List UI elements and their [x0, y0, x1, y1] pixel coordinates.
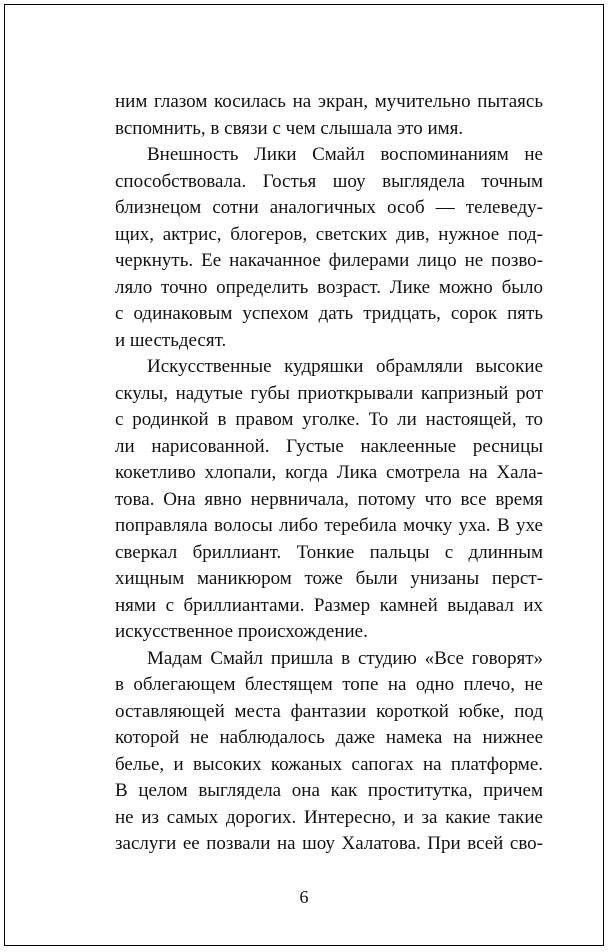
text-line: искусственное происхождение. — [115, 621, 368, 642]
text-line: хищным маникюром тоже были унизаны перст- — [115, 568, 543, 589]
text-line: не из самых дорогих. Интересно, и за какие такие — [115, 806, 543, 828]
text-line: ли нарисованной. Густые наклеенные ресницы — [115, 435, 543, 457]
book-page — [4, 4, 604, 946]
text-line: оставляющей места фантазии короткой юбке, под — [115, 700, 543, 722]
text-line: ляло точно определить возраст. Лике можно было — [115, 276, 543, 298]
body-text — [115, 89, 543, 858]
text-line: черкнуть. Ее накачанное филерами лицо не позво- — [115, 250, 543, 271]
text-line: с одинаковым успехом дать тридцать, сорок пять — [115, 303, 543, 324]
text-line: способствовала. Гостья шоу выглядела точным — [115, 170, 543, 192]
text-line: белье, и высоких кожаных сапогах на платформе. — [115, 753, 543, 775]
text-line: сверкал бриллиант. Тонкие пальцы с длинным — [115, 541, 543, 563]
text-line: скулы, надутые губы приоткрывали капризный рот — [115, 382, 543, 404]
text-line: заслуги ее позвали на шоу Халатова. При всей сво- — [115, 833, 543, 854]
text-line: нями с бриллиантами. Размер камней выдавал их — [115, 594, 543, 616]
text-line: поправляла волосы либо теребила мочку уха. В ухе — [115, 515, 543, 536]
text-line: щих, актрис, блогеров, светских див, нужное под- — [115, 223, 543, 245]
text-line: которой не наблюдалось даже намека на нижнее — [115, 727, 543, 748]
text-line: вспомнить, в связи с чем слышала это имя. — [115, 117, 464, 139]
text-line: с родинкой в правом уголке. То ли настоящей, то — [115, 409, 543, 430]
text-line: близнецом сотни аналогичных особ — телеведу- — [115, 197, 543, 218]
text-line: това. Она явно нервничала, потому что все время — [115, 488, 543, 510]
text-line: ним глазом косилась на экран, мучительно пытаясь — [115, 91, 543, 112]
text-line: кокетливо хлопали, когда Лика смотрела на Хала- — [115, 462, 543, 483]
text-line: и шестьдесят. — [115, 329, 227, 351]
text-line: в облегающем блестящем топе на одно плечо, не — [115, 674, 543, 695]
page-number: 6 — [299, 887, 309, 907]
text-line: Искусственные кудряшки обрамляли высокие — [147, 356, 543, 377]
text-line: Мадам Смайл пришла в студию «Все говорят» — [147, 647, 543, 669]
text-line: Внешность Лики Смайл воспоминаниям не — [147, 144, 543, 165]
text-line: В целом выглядела она как проститутка, причем — [115, 780, 543, 801]
